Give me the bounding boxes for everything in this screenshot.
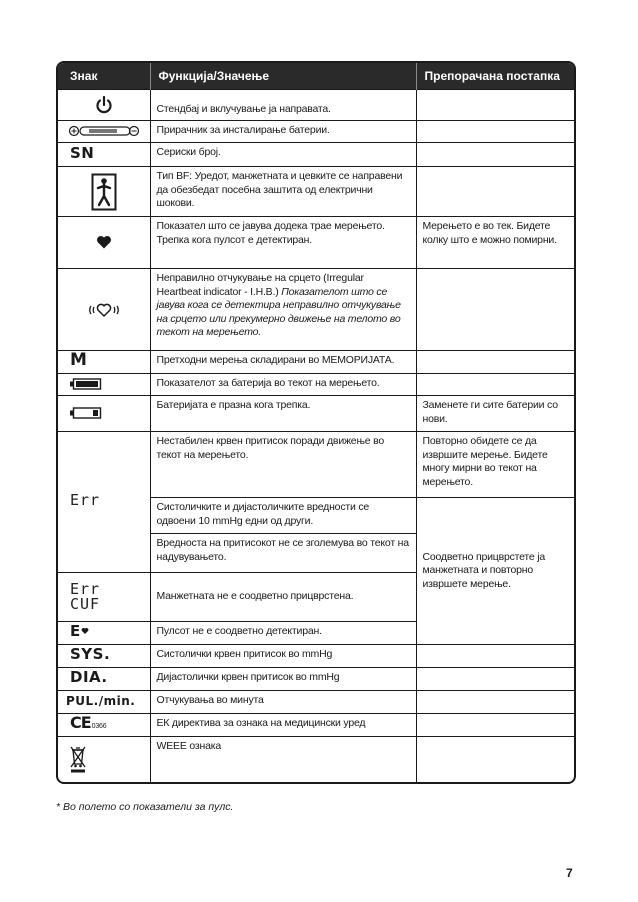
function-cell: Систолички крвен притисок во mmHg — [150, 645, 416, 668]
function-cell: Прирачник за инсталирање батерии. — [150, 121, 416, 143]
action-cell: Заменете ги сите батерии со нови. — [416, 396, 576, 432]
action-cell — [416, 143, 576, 167]
ce-notified-body: 0366 — [91, 723, 107, 731]
function-cell: Нестабилен крвен притисок поради движење во текот на мерењето. — [150, 432, 416, 498]
symbol-cell — [58, 143, 150, 167]
action-cell — [416, 714, 576, 737]
symbol-cell — [58, 691, 150, 714]
heart-icon — [96, 235, 112, 249]
small-heart-icon — [81, 627, 89, 635]
action-cell: Повторно обидете се да извршите мерење. Бидете многу мирни во текот на мерењето. — [416, 432, 576, 498]
function-cell: Претходни мерења складирани во МЕМОРИЈАТА. — [150, 351, 416, 374]
table-row — [58, 351, 576, 374]
battery-empty-icon — [70, 407, 102, 419]
table-row — [58, 396, 576, 432]
function-cell: Вредноста на притисокот не се зголемува во текот на надувувањето. — [150, 534, 416, 573]
sys-icon: SYS. — [70, 645, 111, 664]
function-cell: Тип BF: Уредот, манжетната и цевките се направени да обезбедат посебна заштита од електрични шокови. — [150, 167, 416, 217]
power-standby-icon — [94, 95, 114, 115]
action-cell — [416, 374, 576, 396]
function-cell: Показателот за батерија во текот на мерењето. — [150, 374, 416, 396]
table-row — [58, 737, 576, 782]
battery-manual-icon — [67, 125, 141, 137]
action-cell — [416, 351, 576, 374]
table-header-row — [58, 63, 576, 90]
error-e-icon: E — [70, 622, 81, 641]
function-cell: Дијастолички крвен притисок во mmHg — [150, 668, 416, 691]
symbol-cell — [58, 668, 150, 691]
function-cell: Отчукувања во минута — [150, 691, 416, 714]
symbol-cell — [58, 217, 150, 269]
action-cell — [416, 668, 576, 691]
symbol-cell — [58, 396, 150, 432]
function-cell: Показател што се јавува додека трае мерењето. Трепка кога пулсот е детектиран. — [150, 217, 416, 269]
function-cell: Манжетната не е соодветно прицврстена. — [150, 573, 416, 622]
symbol-cell — [58, 269, 150, 351]
symbol-table-container — [56, 61, 576, 784]
table-row — [58, 432, 576, 498]
symbol-cell — [58, 90, 150, 121]
table-row — [58, 668, 576, 691]
symbol-cell — [58, 121, 150, 143]
symbol-cell — [58, 714, 150, 737]
page-number: 7 — [566, 866, 573, 880]
function-cell: ЕК директива за ознака на медицински уред — [150, 714, 416, 737]
function-cell: Систоличките и дијастоличките вредности се одвоени 10 mmHg едни од други. — [150, 498, 416, 534]
symbol-cell — [58, 351, 150, 374]
function-cell: Батеријата е празна кога трепка. — [150, 396, 416, 432]
table-row — [58, 374, 576, 396]
symbol-cell — [58, 737, 150, 782]
ce-mark-icon — [70, 713, 107, 733]
serial-number-icon: SN — [70, 143, 95, 162]
shared-action-cell: Соодветно прицврстете ја манжетната и повторно извршете мерење. — [416, 498, 576, 645]
err-cuf-line-2: CUF — [70, 595, 101, 613]
battery-full-icon — [70, 378, 102, 390]
footnote: * Во полето со показатели за пулс. — [56, 801, 234, 813]
ihb-description: Показателот што се јавува кога се детектира неправилно отчукување на срцето или прекумерно движење на телото во текот на мерењето. — [156, 285, 401, 339]
table-row — [58, 90, 576, 121]
action-cell — [416, 90, 576, 121]
symbol-table — [58, 63, 576, 782]
action-cell — [416, 645, 576, 668]
table-row — [58, 691, 576, 714]
weee-icon — [70, 745, 86, 773]
header-symbol: Знак — [58, 63, 150, 90]
symbol-cell — [58, 432, 150, 573]
function-cell: WEEE ознака — [150, 737, 416, 782]
table-row — [58, 714, 576, 737]
symbol-table-frame — [56, 61, 576, 784]
function-cell — [150, 269, 416, 351]
err-icon: Err — [70, 491, 101, 510]
function-cell: Пулсот не е соодветно детектиран. — [150, 622, 416, 645]
header-function: Функција/Значење — [150, 63, 416, 90]
table-row — [58, 167, 576, 217]
header-action: Препорачана постапка — [416, 63, 576, 90]
symbol-cell — [58, 573, 150, 622]
table-row — [58, 217, 576, 269]
function-cell: Стендбај и вклучување ја направата. — [150, 90, 416, 121]
action-cell — [416, 167, 576, 217]
ce-letters: CE — [70, 713, 91, 733]
memory-icon: M — [70, 350, 88, 371]
table-row — [58, 121, 576, 143]
table-row — [58, 143, 576, 167]
pulse-icon: PUL./min. — [66, 693, 136, 708]
action-cell — [416, 269, 576, 351]
type-bf-icon — [91, 173, 117, 211]
err-cuf-icon — [70, 582, 150, 612]
symbol-cell — [58, 622, 150, 645]
irregular-heartbeat-icon — [87, 302, 121, 318]
function-cell: Сериски број. — [150, 143, 416, 167]
dia-icon: DIA. — [70, 668, 108, 687]
table-row — [58, 645, 576, 668]
symbol-cell — [58, 167, 150, 217]
action-cell — [416, 121, 576, 143]
symbol-cell — [58, 374, 150, 396]
action-cell: Мерењето е во тек. Бидете колку што е можно помирни. — [416, 217, 576, 269]
symbol-cell — [58, 645, 150, 668]
table-row — [58, 269, 576, 351]
err-cuf-line-1: Err — [70, 580, 101, 598]
action-cell — [416, 737, 576, 782]
action-cell — [416, 691, 576, 714]
ihb-label: Неправилно отчукување на срцето (Irregular Heartbeat indicator - I.H.B.) — [156, 272, 364, 298]
